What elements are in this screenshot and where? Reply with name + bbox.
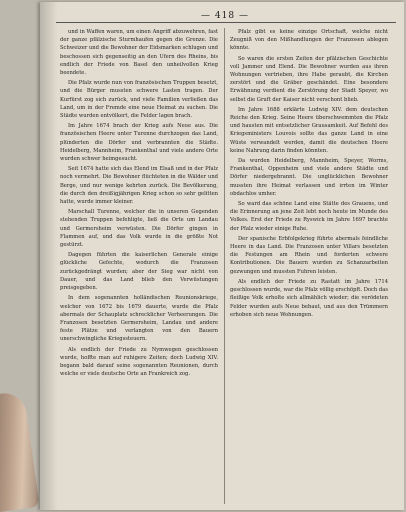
paragraph: Marschall Turenne, welcher die in unseren Gegenden stehenden Truppen befehligte, ließ die Orte um Landau und Germersheim verwüsten. Die Dörfer gingen in Flammen auf, und das Volk wurde in die größte Not gestürzt. bbox=[60, 209, 218, 249]
right-column bbox=[230, 28, 388, 504]
paragraph: Pfalz gibt es keine einzige Ortschaft, welche nicht Zeugniß von den Mißhandlungen der Franzosen ablegen könnte. bbox=[230, 29, 388, 52]
paragraph: Im Jahre 1674 brach der Krieg aufs Neue aus. Die französischen Heere unter Turenne durchzogen das Land, plünderten die Dörfer und verbrannten die Städte. Heidelberg, Mannheim, Frankenthal und viele andere Orte wurden schwer heimgesucht. bbox=[60, 123, 218, 163]
paragraph: Als endlich der Friede zu Nymwegen geschlossen wurde, hoffte man auf ruhigere Zeiten; doch Ludwig XIV. begann bald darauf seine sogenannten Reunionen, durch welche er viele deutsche Orte an Frankreich zog. bbox=[60, 346, 218, 378]
paragraph: Im Jahre 1688 erklärte Ludwig XIV. dem deutschen Reiche den Krieg. Seine Heere überschwemmten die Pfalz und hausten mit entsetzlicher Grausamkeit. Auf Befehl des Kriegsministers Louvois sollte das ganze Land in eine Wüste verwandelt werden, damit die deutschen Heere keine Nahrung darin finden könnten. bbox=[230, 106, 388, 154]
paragraph: Da wurden Heidelberg, Mannheim, Speyer, Worms, Frankenthal, Oppenheim und viele andere Städte und Dörfer niedergebrannt. Die unglücklichen Bewohner mussten ihre Heimat verlassen und irrten im Winter obdachlos umher. bbox=[230, 158, 388, 197]
column-divider bbox=[224, 28, 225, 504]
header-rule bbox=[56, 22, 396, 23]
paragraph: Dagegen führten die kaiserlichen Generale einige glückliche Gefechte, wodurch die Franzosen zurückgedrängt wurden; aber der Sieg war nicht von Dauer, und das Land blieb den Verwüstungen preisgegeben. bbox=[60, 252, 218, 292]
book-page bbox=[40, 2, 404, 510]
thumb bbox=[0, 391, 40, 512]
paragraph: So waren die ersten Zeiten der pfälzischen Geschichte voll Jammer und Elend. Die Bewohner wurden aus ihren Wohnungen vertrieben, ihre Habe geraubt, die Kirchen zerstört und die Gräber geschändet. Eine besondere Erwähnung verdient die Zerstörung der Stadt Speyer, wo selbst die Gruft der Kaiser nicht verschont blieb. bbox=[230, 55, 388, 103]
paragraph: Der spanische Erbfolgekrieg führte abermals feindliche Heere in das Land. Die Franzosen unter Villars besetzten die Festungen am Rhein und forderten schwere Kontributionen. Die Bauern wurden zu Schanzarbeiten gezwungen und mussten Fuhren leisten. bbox=[230, 235, 388, 275]
paragraph: Als endlich der Friede zu Rastatt im Jahre 1714 geschlossen wurde, war die Pfalz völlig erschöpft. Doch das fleißige Volk erholte sich allmählich wieder; die verödeten Felder wurden aufs Neue bebaut, und aus den Trümmern erhoben sich neue Wohnungen. bbox=[230, 278, 388, 318]
left-column bbox=[60, 28, 218, 504]
paragraph: und in Waffen waren, um einen Angriff abzuwehren, fast der ganze pfälzische Sturmhaufen gegen die Grenze. Die Schweizer und die Bewohner der Eidsmarken schlugen und beschossen sich gegenseitig an den Ufern des Rheins, bis endlich der Friede von Basel den unheilvollen Krieg beendete. bbox=[60, 29, 218, 77]
paragraph: Seit 1674 hatte sich das Elend im Elsaß und in der Pfalz noch vermehrt. Die Bewohner flüchteten in die Wälder und Berge, und nur wenige kehrten zurück. Die Bevölkerung, die durch den dreißigjährigen Krieg schon so sehr gelitten hatte, wurde immer kleiner. bbox=[60, 166, 218, 206]
paragraph: So ward das schöne Land eine Stätte des Grauens, und die Erinnerung an jene Zeit lebt noch heute im Munde des Volkes. Erst der Friede zu Ryswick im Jahre 1697 brachte der Pfalz wieder einige Ruhe. bbox=[230, 201, 388, 232]
page-gutter-shadow bbox=[40, 2, 58, 510]
page-number: — 418 — bbox=[201, 11, 249, 21]
paragraph: In dem sogenannten holländischen Reunionskriege, welcher von 1672 bis 1679 dauerte, wurde die Pfalz abermals der Schauplatz schrecklicher Verheerungen. Die Franzosen besetzten Germersheim, Landau und andere feste Plätze und verlangten von den Bauern unerschwingliche Kriegssteuern. bbox=[60, 295, 218, 343]
paragraph: Die Pfalz wurde nun von französischen Truppen besetzt, und die Bürger mussten schwere Lasten tragen. Der Kurfürst zog sich zurück, und viele Familien verließen das Land, um in der Fremde eine neue Heimat zu suchen. Die Städte wurden entvölkert, die Felder lagen brach. bbox=[60, 80, 218, 120]
